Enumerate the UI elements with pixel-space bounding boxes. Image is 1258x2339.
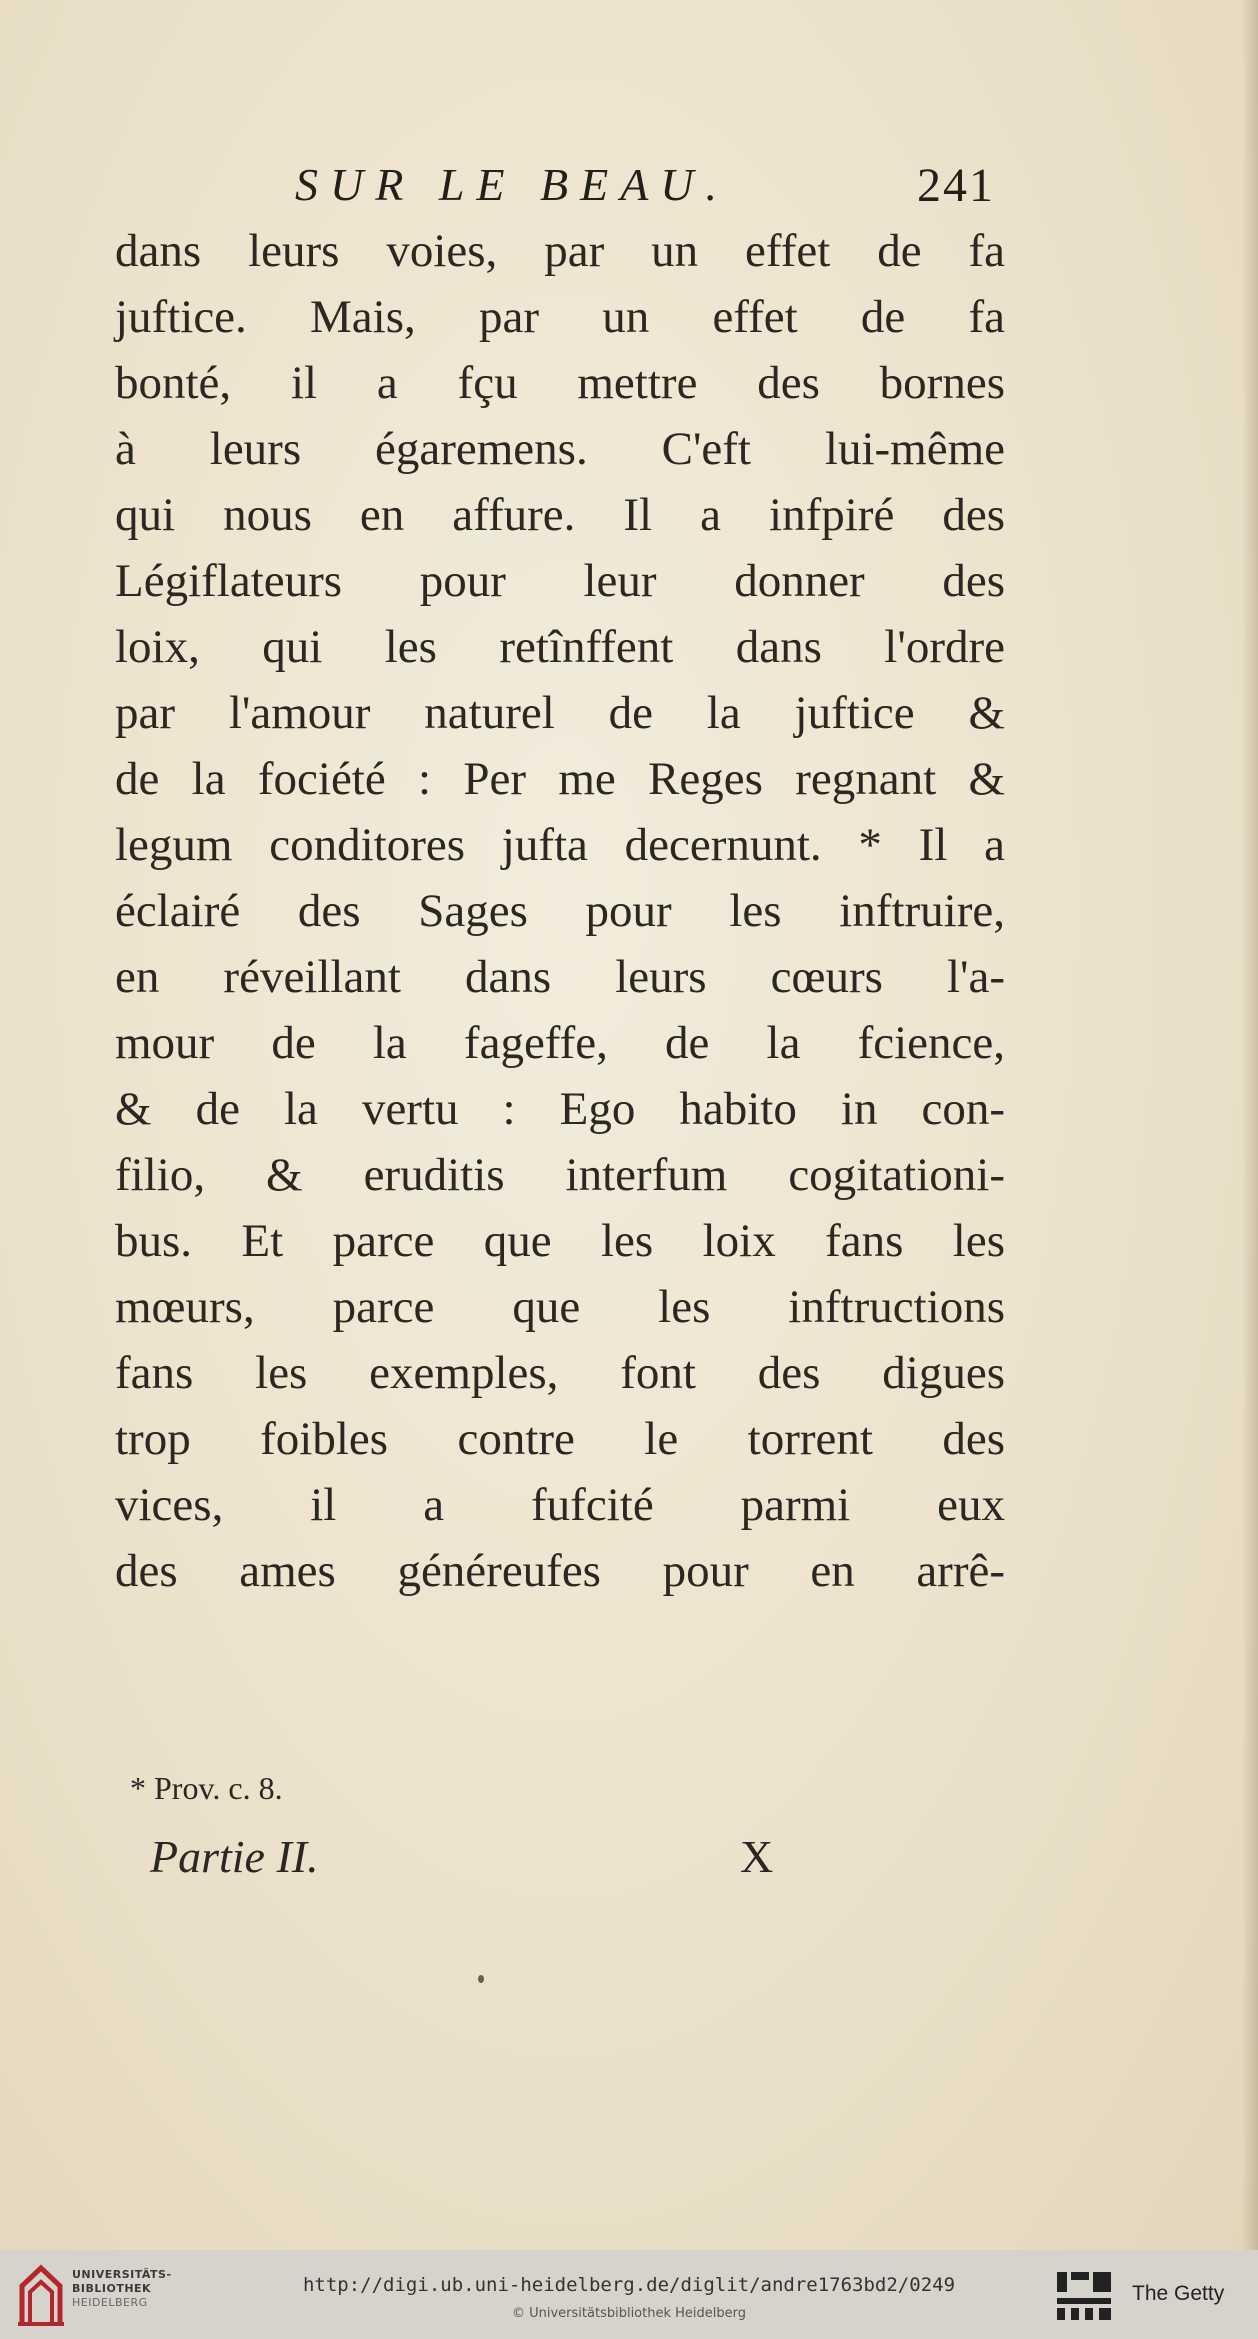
text-line: vices, il a fufcité parmi eux: [115, 1479, 1005, 1531]
text-line: Légiflateurs pour leur donner des: [115, 555, 1005, 607]
text-line: filio, & eruditis interfum cogitationi-: [115, 1149, 1005, 1201]
getty-logo-icon: [1055, 2270, 1113, 2322]
library-line-1: UNIVERSITÄTS-: [72, 2268, 172, 2281]
copyright-notice: © Universitätsbibliothek Heidelberg: [511, 2306, 746, 2321]
signature-mark: X: [740, 1831, 774, 1882]
text-line: & de la vertu : Ego habito in con-: [115, 1083, 1005, 1135]
page-edge-shadow: [1242, 0, 1258, 2250]
text-line: legum conditores jufta decernunt. * Il a: [115, 819, 1005, 871]
getty-label: The Getty: [1132, 2282, 1225, 2305]
text-line: fans les exemples, font des digues: [115, 1347, 1005, 1399]
ink-speck: [478, 1975, 484, 1983]
signature-row: [150, 1830, 790, 1890]
text-line: éclairé des Sages pour les inftruire,: [115, 885, 1005, 937]
text-line: mœurs, parce que les inftructions: [115, 1281, 1005, 1333]
text-line: par l'amour naturel de la juftice &: [115, 687, 1005, 739]
text-line: qui nous en affure. Il a infpiré des: [115, 489, 1005, 541]
running-head-title: SUR LE BEAU.: [295, 159, 730, 210]
text-line: de la fociété : Per me Reges regnant &: [115, 753, 1005, 805]
part-label: Partie II.: [150, 1831, 319, 1882]
text-line: mour de la fageffe, de la fcience,: [115, 1017, 1005, 1069]
text-line: bus. Et parce que les loix fans les: [115, 1215, 1005, 1267]
text-line: à leurs égaremens. C'eft lui-même: [115, 423, 1005, 475]
text-line: des ames généreufes pour en arrê-: [115, 1545, 1005, 1597]
text-line: en réveillant dans leurs cœurs l'a-: [115, 951, 1005, 1003]
footer-bar: [0, 2250, 1258, 2339]
library-line-3: HEIDELBERG: [72, 2296, 148, 2309]
text-line: bonté, il a fçu mettre des bornes: [115, 357, 1005, 409]
text-line: dans leurs voies, par un effet de fa: [115, 225, 1005, 277]
page-number: 241: [917, 159, 995, 212]
running-head: [295, 158, 995, 218]
permalink-url[interactable]: http://digi.ub.uni-heidelberg.de/diglit/andre1763bd2/0249: [302, 2274, 956, 2296]
text-line: juftice. Mais, par un effet de fa: [115, 291, 1005, 343]
footnote: * Prov. c. 8.: [130, 1770, 283, 1806]
text-line: loix, qui les retînffent dans l'ordre: [115, 621, 1005, 673]
body-text: [115, 218, 1005, 1604]
text-line: trop foibles contre le torrent des: [115, 1413, 1005, 1465]
library-line-2: BIBLIOTHEK: [72, 2282, 152, 2295]
